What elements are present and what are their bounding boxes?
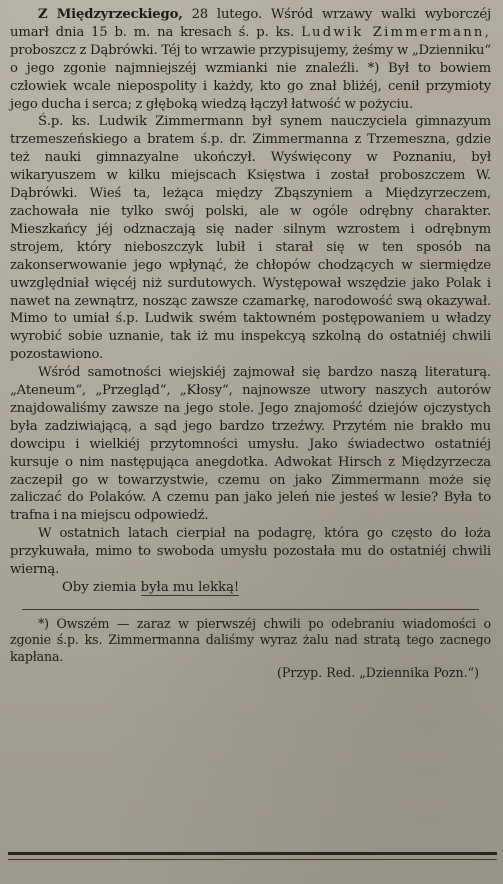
- article-paragraph-3: Wśród samotności wiejskiéj zajmował się bardzo naszą literaturą. „Ateneum“, „Przegląd“, „Kłosy“, najnowsze utwory naszych autorów znajdowaliśmy zawsze na jego stole. Jego znajomość dziejów ojczystych była zadziwiającą, a sąd jego bardzo trzeźwy. Przytém nie brakło mu dowcipu i wielkiéj przytomności umysłu. Jako świadectwo ostatniéj kursuje o nim następująca anegdotka. Adwokat Hirsch z Międzyrzecza zaczepił go w towarzystwie, czemu on jako Zimmermann może się zaliczać do Polaków. A czemu pan jako jeleń nie jesteś w lesie? Była to trafna i na miejscu odpowiedź.: [10, 365, 491, 524]
- footnote-divider: [22, 609, 479, 610]
- bottom-rule-thin: [8, 859, 497, 860]
- closing-line-b: była mu lekką!: [140, 580, 240, 595]
- bottom-rule-thick: [8, 852, 497, 855]
- article-paragraph-4: W ostatnich latach cierpiał na podagrę, która go często do łoża przykuwała, mimo to swoboda umysłu pozostała mu do ostatniéj chwili wierną.: [10, 526, 491, 578]
- article-paragraph-1-text-a: 28 lutego. Wśród wrzawy walki wyborczéj umarł dnia 15 b. m. na kresach ś. p. ks.: [10, 7, 492, 40]
- article-paragraph-2: Ś.p. ks. Ludwik Zimmermann był synem nauczyciela gimnazyum trzemeszeńskiego a bratem ś.p. dr. Zimmermanna z Trzemeszna, gdzie też nauki gimnazyalne ukończył. Wyświęcony w Poznaniu, był wikaryuszem w kilku miejscach Księstwa i został proboszczem W. Dąbrówki. Wieś ta, leżąca między Zbąszyniem a Międzyrzeczem, zachowała nie tylko swój polski, ale w ogóle odrębny charakter. Mieszkańcy jéj odznaczają się nader silnym wzrostem i odrębnym strojem, który nieboszczyk lubił i starał się w ten sposób na zakonserwowanie jego wpłynąć, że chłopów chodzących w siermiędze uwzględniał więcéj niż surdutowych. Występował wszędzie jako Polak i nawet na zewnątrz, nosząc zawsze czamarkę, narodowość swą okazywał. Mimo to umiał ś.p. Ludwik swém taktowném postępowaniem u władzy wyrobić sobie uznanie, tak iż mu inspekcyą szkolną do ostatniéj chwili pozostawiono.: [10, 114, 491, 363]
- article-paragraph-1-text-b: proboszcz z Dąbrówki. Téj to wrzawie przypisujemy, żeśmy w „Dzienniku“ o jego zgonie najmniejszéj wzmianki nie znaleźli. *) Był to bowiem człowiek wcale niepospolity i każdy, kto go znał bliżéj, cenił przymioty jego ducha i serca; z głęboką wiedzą łączył łatwość w pożyciu.: [10, 42, 491, 112]
- closing-line: [10, 579, 491, 597]
- footnote-text: *) Owszém — zaraz w pierwszéj chwili po odebraniu wiadomości o zgonie ś.p. ks. Zimmermanna daliśmy wyraz żalu nad stratą tego zacnego kapłana.: [10, 616, 491, 664]
- article-paragraph-1: [10, 6, 491, 113]
- footnote-signature: (Przyp. Red. „Dziennika Pozn.“): [276, 665, 479, 681]
- article-lead: Z Międzyrzeckiego,: [38, 7, 183, 22]
- priest-name: Ludwik Zimmermann,: [301, 24, 492, 40]
- closing-line-a: Oby ziemia: [62, 580, 141, 595]
